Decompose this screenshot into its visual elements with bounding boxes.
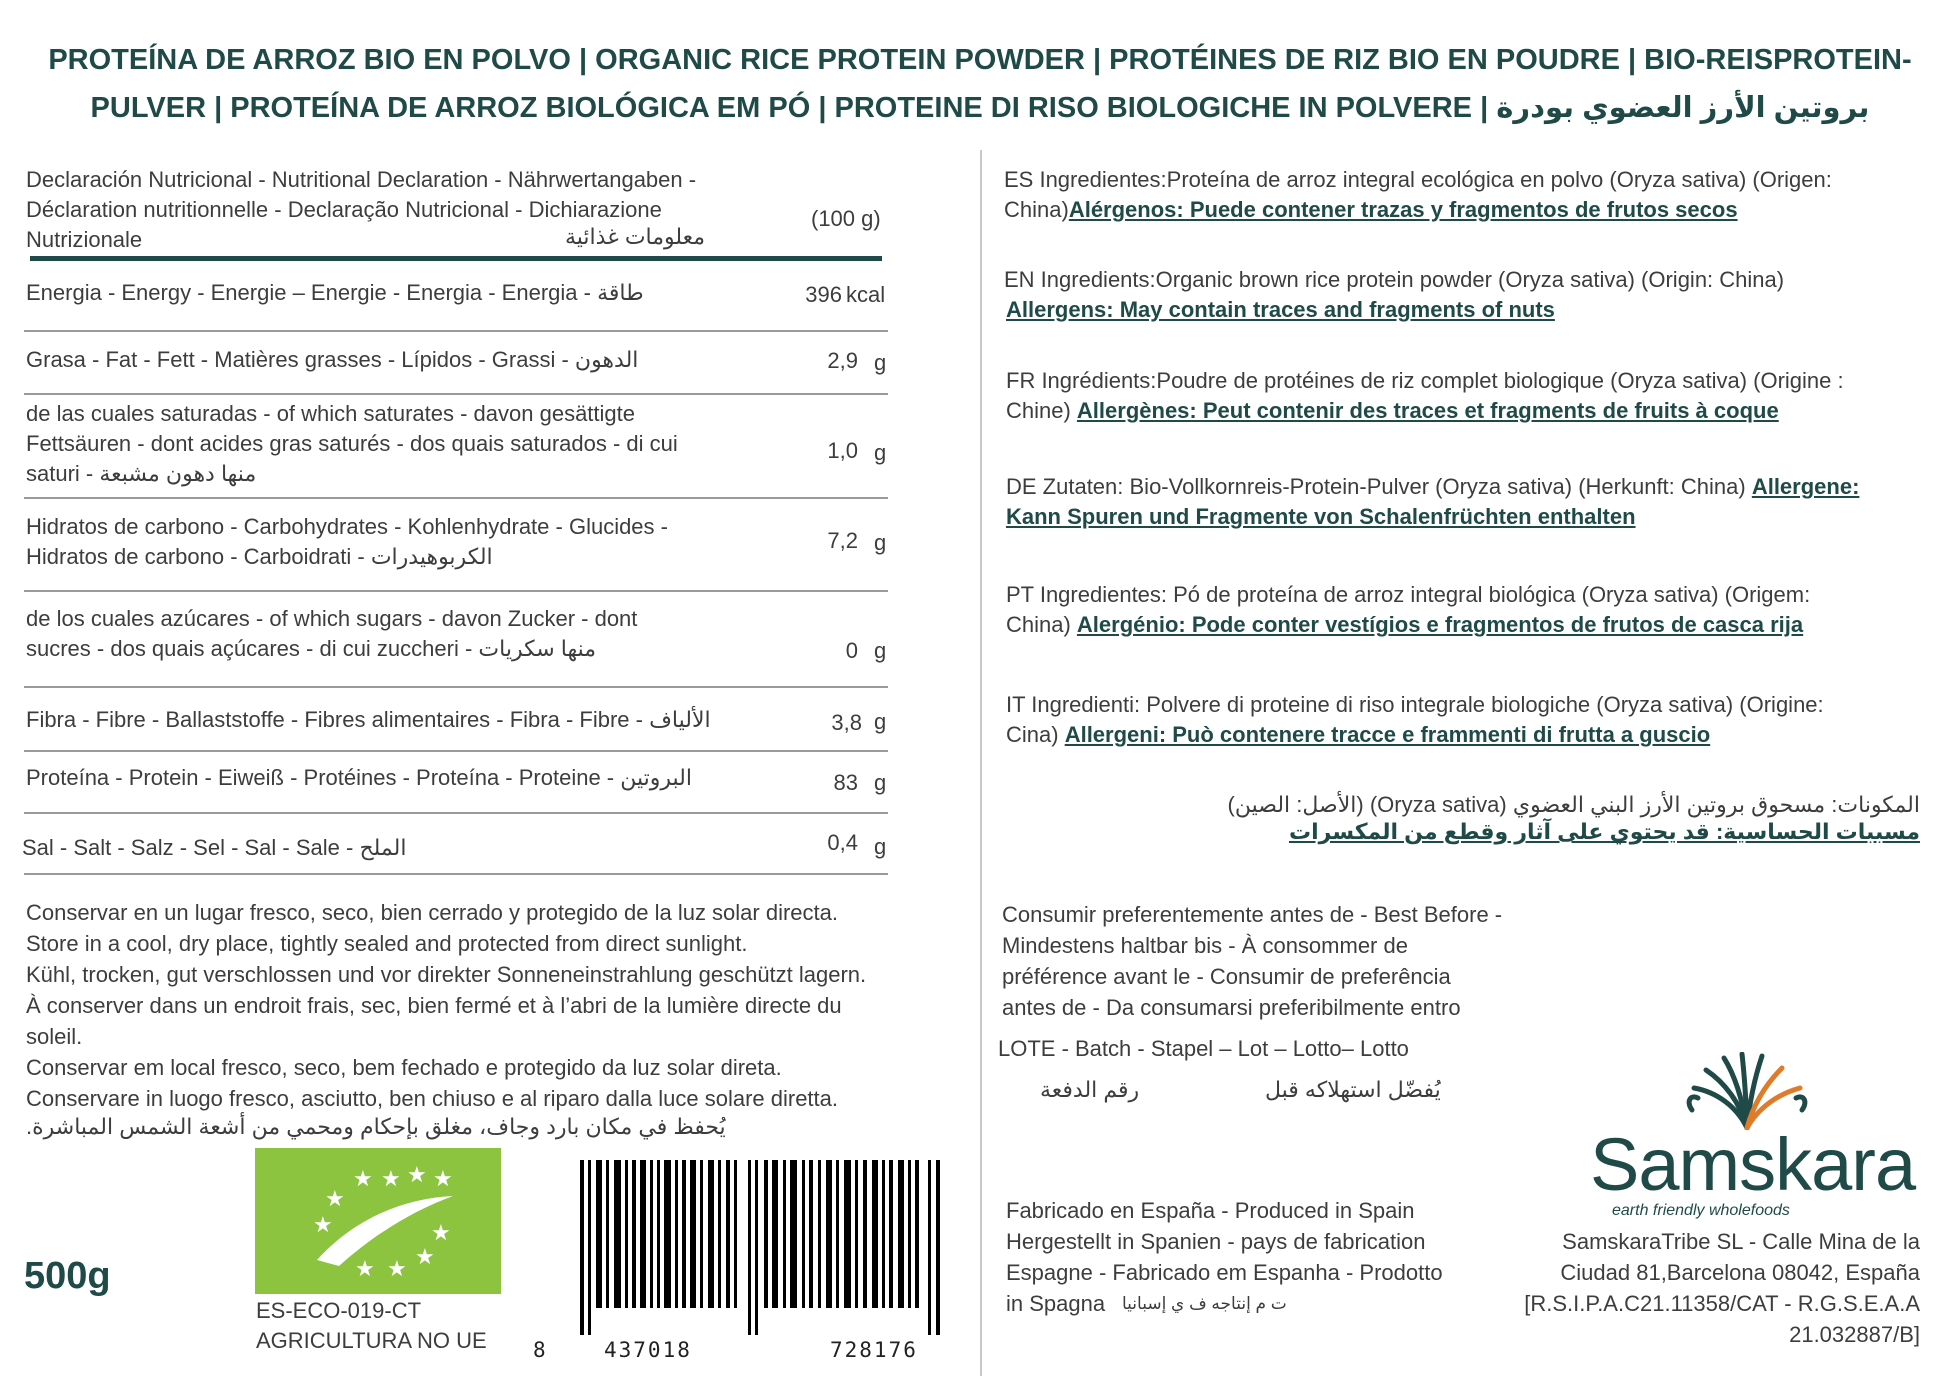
nutrition-row-salt-label: Sal - Salt - Salz - Sel - Sal - Sale - الملح [22, 835, 407, 860]
ingredients-es-line2: China) [1004, 197, 1069, 222]
barcode [578, 1160, 944, 1335]
barcode-group-2: 728176 [830, 1338, 918, 1362]
allergens-de: Kann Spuren und Fragmente von Schalenfrüchten enthalten [1006, 504, 1636, 529]
nutrition-row-energy-unit: kcal [846, 282, 886, 307]
storage-fr-1: À conserver dans un endroit frais, sec, bien fermé et à l’abri de la lumière directe du [26, 993, 842, 1018]
ingredients-es-line1: ES Ingredientes:Proteína de arroz integral ecológica en polvo (Oryza sativa) (Origen: [1004, 167, 1832, 192]
organic-control-code: ES-ECO-019-CT [256, 1298, 422, 1323]
nutrition-row-energy-label: Energia - Energy - Energie – Energie - Energia - Energia - طاقة [26, 280, 644, 305]
svg-text:★: ★ [387, 1257, 407, 1282]
storage-it: Conservare in luogo fresco, asciutto, ben chiuso e al riparo dalla luce solare diretta. [26, 1086, 839, 1111]
nutrition-row-fibre-value: 3,8 [831, 710, 862, 735]
storage-pt: Conservar em local fresco, seco, bem fechado e protegido da luz solar direta. [26, 1055, 782, 1080]
net-weight: 500g [24, 1255, 111, 1297]
eu-organic-logo [255, 1148, 501, 1294]
ingredients-fr-line2: Chine) [1006, 398, 1077, 423]
origin-line3: Espagne - Fabricado em Espanha - Prodotto [1006, 1260, 1443, 1285]
ingredients-pt-line2: China) [1006, 612, 1077, 637]
company-registry-line2: 21.032887/B] [1789, 1322, 1920, 1347]
nutrition-row-protein-label: Proteína - Protein - Eiweiß - Protéines - Proteína - Proteine - البروتين [26, 765, 692, 790]
column-divider [980, 150, 982, 1376]
company-registry-line1: [R.S.I.P.A.C21.11358/CAT - R.G.S.E.A.A [1524, 1291, 1920, 1316]
nutrition-row-carbs-label-1: Hidratos de carbono - Carbohydrates - Kohlenhydrate - Glucides - [26, 514, 668, 539]
ingredients-ar-line1: المكونات: مسحوق بروتين الأرز البني العضوي (Oryza sativa) (الأصل: الصين) [1227, 792, 1920, 817]
nutrition-header-line2: Déclaration nutritionnelle - Declaração Nutricional - Dichiarazione [26, 197, 662, 222]
nutrition-row-energy-value: 396 [805, 282, 842, 307]
best-before-line4: antes de - Da consumarsi preferibilmente entro [1002, 995, 1461, 1020]
nutrition-row-fat-unit: g [874, 350, 887, 375]
lot-label-ar: رقم الدفعة [1040, 1077, 1140, 1102]
nutrition-row-fibre-label: Fibra - Fibre - Ballaststoffe - Fibres alimentaires - Fibra - Fibre - الألياف [26, 707, 711, 732]
storage-ar: يُحفظ في مكان بارد وجاف، مغلق بإحكام ومحمي من أشعة الشمس المباشرة. [26, 1114, 726, 1139]
allergens-en: Allergens: May contain traces and fragments of nuts [1006, 297, 1555, 322]
nutrition-row-carbs-label-2: Hidratos de carbono - Carboidrati - الكربوهيدرات [26, 544, 493, 569]
company-address-line2: Ciudad 81,Barcelona 08042, España [1560, 1260, 1920, 1285]
nutrition-row-protein-unit: g [874, 770, 887, 795]
row-divider [24, 812, 888, 814]
origin-ar: ت م إنتاجه ف ي إسبانيا [1122, 1294, 1287, 1313]
best-before-line3: préférence avant le - Consumir de preferência [1002, 964, 1451, 989]
nutrition-row-salt-value: 0,4 [827, 830, 858, 855]
nutrition-row-saturates-value: 1,0 [827, 438, 858, 463]
samskara-tree-icon [1682, 1052, 1812, 1130]
best-before-line1: Consumir preferentemente antes de - Best Before - [1002, 902, 1503, 927]
storage-es: Conservar en un lugar fresco, seco, bien cerrado y protegido de la luz solar directa. [26, 900, 838, 925]
allergens-fr: Allergènes: Peut contenir des traces et fragments de fruits à coque [1076, 398, 1779, 423]
storage-en: Store in a cool, dry place, tightly sealed and protected from direct sunlight. [26, 931, 748, 956]
svg-text:★: ★ [325, 1187, 345, 1212]
svg-text:★: ★ [415, 1245, 435, 1270]
svg-text:★: ★ [407, 1163, 427, 1188]
svg-text:★: ★ [355, 1257, 375, 1282]
nutrition-row-saturates-label-3: saturi - منها دهون مشبعة [26, 461, 257, 486]
nutrition-row-sugars-label-2: sucres - dos quais açúcares - di cui zuccheri - منها سكريات [26, 636, 597, 661]
row-divider [24, 686, 888, 688]
allergens-pt: Alergénio: Pode conter vestígios e fragmentos de frutos de casca rija [1076, 612, 1804, 637]
nutrition-row-protein-value: 83 [833, 770, 858, 795]
nutrition-header-line1: Declaración Nutricional - Nutritional Declaration - Nährwertangaben - [26, 167, 697, 192]
svg-text:★: ★ [313, 1213, 333, 1238]
ingredients-pt-line1: PT Ingredientes: Pó de proteína de arroz integral biológica (Oryza sativa) (Origem: [1006, 582, 1811, 607]
origin-line1: Fabricado en España - Produced in Spain [1006, 1198, 1415, 1223]
nutrition-row-saturates-unit: g [874, 440, 887, 465]
nutrition-header-line3: Nutrizionale [26, 227, 143, 252]
nutrition-row-sugars-value: 0 [845, 638, 858, 663]
nutrition-row-sugars-label-1: de los cuales azúcares - of which sugars - davon Zucker - dont [26, 606, 638, 631]
organic-agriculture-origin: AGRICULTURA NO UE [256, 1328, 487, 1353]
ingredients-en-line1: EN Ingredients:Organic brown rice protein powder (Oryza sativa) (Origin: China) [1004, 267, 1785, 292]
nutrition-per-100g: (100 g) [811, 206, 881, 231]
svg-text:★: ★ [431, 1221, 451, 1246]
barcode-group-1: 437018 [604, 1338, 692, 1362]
row-divider [24, 750, 888, 752]
nutrition-row-fibre-unit: g [874, 709, 887, 734]
nutrition-row-carbs-unit: g [874, 530, 887, 555]
nutrition-row-salt-unit: g [874, 834, 887, 859]
allergens-es: Alérgenos: Puede contener trazas y fragmentos de frutos secos [1068, 197, 1738, 222]
lot-label: LOTE - Batch - Stapel – Lot – Lotto– Lotto [998, 1036, 1409, 1061]
nutrition-row-saturates-label-2: Fettsäuren - dont acides gras saturés - dos quais saturados - di cui [26, 431, 678, 456]
allergens-it: Allergeni: Può contenere tracce e frammenti di frutta a guscio [1064, 722, 1711, 747]
ingredients-it-line1: IT Ingredienti: Polvere di proteine di riso integrale biologiche (Oryza sativa) (Origine: [1006, 692, 1824, 717]
nutrition-row-sugars-unit: g [874, 638, 887, 663]
nutrition-row-fat-value: 2,9 [827, 348, 858, 373]
ingredients-de-line1: DE Zutaten: Bio-Vollkornreis-Protein-Pulver (Oryza sativa) (Herkunft: China) [1006, 474, 1752, 499]
nutrition-row-carbs-value: 7,2 [827, 528, 858, 553]
nutrition-row-fat-label: Grasa - Fat - Fett - Matières grasses - Lípidos - Grassi - الدهون [26, 347, 639, 372]
origin-line4: in Spagna [1006, 1291, 1106, 1316]
row-divider [24, 330, 888, 332]
eu-leaf-icon [255, 1148, 501, 1294]
best-before-label-ar: يُفضّل استهلاكه قبل [1265, 1077, 1441, 1102]
row-divider [24, 497, 888, 499]
best-before-line2: Mindestens haltbar bis - À consommer de [1002, 933, 1408, 958]
storage-fr-2: soleil. [26, 1024, 83, 1049]
row-divider [24, 590, 888, 592]
origin-line2: Hergestellt in Spanien - pays de fabrication [1006, 1229, 1426, 1254]
nutrition-row-saturates-label-1: de las cuales saturadas - of which saturates - davon gesättigte [26, 401, 636, 426]
svg-text:★: ★ [381, 1167, 401, 1192]
svg-text:★: ★ [353, 1167, 373, 1192]
row-divider [24, 393, 888, 395]
barcode-digit-1: 8 [533, 1338, 546, 1362]
nutrition-header-rule [30, 256, 882, 261]
ingredients-fr-line1: FR Ingrédients:Poudre de protéines de riz complet biologique (Oryza sativa) (Origine : [1006, 368, 1844, 393]
row-divider [24, 873, 888, 875]
nutrition-header-ar: معلومات غذائية [565, 224, 706, 249]
storage-de: Kühl, trocken, gut verschlossen und vor direkter Sonneneinstrahlung geschützt lagern. [26, 962, 867, 987]
allergens-de-label: Allergene: [1751, 474, 1860, 499]
brand-name: Samskara [1590, 1123, 1916, 1206]
product-title: PROTEÍNA DE ARROZ BIO EN POLVO | ORGANIC RICE PROTEIN POWDER | PROTÉINES DE RIZ BIO EN POUDRE | BIO-REISPROTEIN-PULVER | PROTEÍNA DE ARROZ BIOLÓGICA EM PÓ | PROTEINE DI RISO BIOLOGICHE IN POLVERE | بروتين الأرز العضوي بودرة [48, 44, 1912, 124]
ingredients-it-line2: Cina) [1006, 722, 1065, 747]
svg-text:★: ★ [433, 1167, 453, 1192]
brand-tagline: earth friendly wholefoods [1612, 1202, 1790, 1219]
company-address-line1: SamskaraTribe SL - Calle Mina de la [1562, 1229, 1920, 1254]
allergens-ar: مسببات الحساسية: قد يحتوي على آثار وقطع من المكسرات [1288, 819, 1920, 844]
